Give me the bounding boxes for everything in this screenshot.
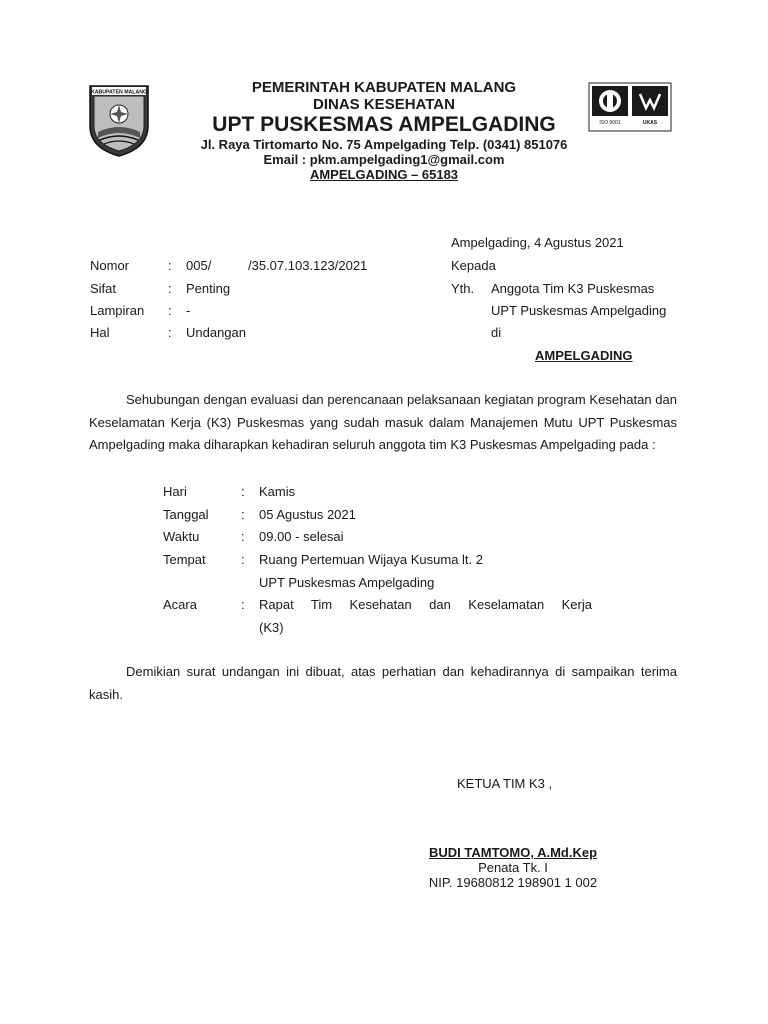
nomor-colon: :	[168, 258, 172, 273]
acara-value-line-2: (K3)	[259, 620, 284, 635]
sifat-value: Penting	[186, 281, 231, 296]
government-name: PEMERINTAH KABUPATEN MALANG	[251, 79, 517, 96]
acara-colon: :	[241, 597, 245, 612]
recipient-line-3: di	[491, 325, 502, 340]
svg-text:ISO 9001: ISO 9001	[599, 120, 621, 126]
lampiran-colon: :	[168, 303, 172, 318]
waktu-colon: :	[241, 529, 245, 544]
nomor-label: Nomor	[90, 258, 130, 273]
sifat-label: Sifat	[90, 281, 117, 296]
tanggal-colon: :	[241, 507, 245, 522]
yth-label: Yth.	[451, 281, 475, 296]
signatory-name: BUDI TAMTOMO, A.Md.Kep	[428, 845, 598, 860]
recipient-line-2: UPT Puskesmas Ampelgading	[491, 303, 667, 318]
svg-text:KABUPATEN MALANG: KABUPATEN MALANG	[91, 89, 147, 96]
tempat-label: Tempat	[163, 552, 206, 567]
waktu-label: Waktu	[163, 529, 200, 544]
sifat-colon: :	[168, 281, 172, 296]
institution-name: UPT PUSKESMAS AMPELGADING	[212, 113, 556, 136]
signatory-nip: NIP. 19680812 198901 1 002	[428, 875, 598, 890]
tempat-value-line-2: UPT Puskesmas Ampelgading	[259, 575, 435, 590]
city-postal-code: AMPELGADING – 65183	[309, 167, 459, 182]
recipient-line-1: Anggota Tim K3 Puskesmas	[491, 281, 655, 296]
svg-text:UKAS: UKAS	[642, 120, 658, 126]
tanggal-value: 05 Agustus 2021	[259, 507, 356, 522]
hari-label: Hari	[163, 484, 187, 499]
hal-colon: :	[168, 325, 172, 340]
hal-value: Undangan	[186, 325, 246, 340]
lampiran-value: -	[186, 303, 191, 318]
email-line: Email : pkm.ampelgading1@gmail.com	[263, 152, 505, 167]
body-paragraph-2-text: Demikian surat undangan ini dibuat, atas perhatian dan kehadirannya di sampaikan terima kasih.	[89, 664, 677, 702]
hal-label: Hal	[90, 325, 110, 340]
nomor-value-suffix: /35.07.103.123/2021	[248, 258, 368, 273]
signatory-rank: Penata Tk. I	[478, 860, 548, 875]
nomor-value: 005/	[186, 258, 212, 273]
tempat-value: Ruang Pertemuan Wijaya Kusuma lt. 2	[259, 552, 483, 567]
waktu-value: 09.00 - selesai	[259, 529, 344, 544]
body-paragraph-2	[89, 661, 677, 706]
acara-label: Acara	[163, 597, 197, 612]
tanggal-label: Tanggal	[163, 507, 209, 522]
body-paragraph-1-text: Sehubungan dengan evaluasi dan perencanaan pelaksanaan kegiatan program Kesehatan dan Keselamatan Kerja (K3) Puskesmas yang sudah masuk dalam Manajemen Mutu UPT Puskesmas Ampelgading maka diharapkan kehadiran seluruh anggota tim K3 Puskesmas Ampelgading pada :	[89, 392, 677, 452]
recipient-location: AMPELGADING	[535, 348, 633, 363]
body-paragraph-1	[89, 389, 677, 457]
hari-colon: :	[241, 484, 245, 499]
kepada-label: Kepada	[451, 258, 496, 273]
department-name: DINAS KESEHATAN	[313, 96, 455, 113]
signatory-title: KETUA TIM K3 ,	[457, 776, 553, 791]
acara-value: Rapat Tim Kesehatan dan Keselamatan Kerja	[259, 597, 592, 612]
tempat-colon: :	[241, 552, 245, 567]
place-date: Ampelgading, 4 Agustus 2021	[451, 235, 624, 250]
address-line: Jl. Raya Tirtomarto No. 75 Ampelgading Telp. (0341) 851076	[200, 137, 568, 152]
hari-value: Kamis	[259, 484, 296, 499]
lampiran-label: Lampiran	[90, 303, 145, 318]
